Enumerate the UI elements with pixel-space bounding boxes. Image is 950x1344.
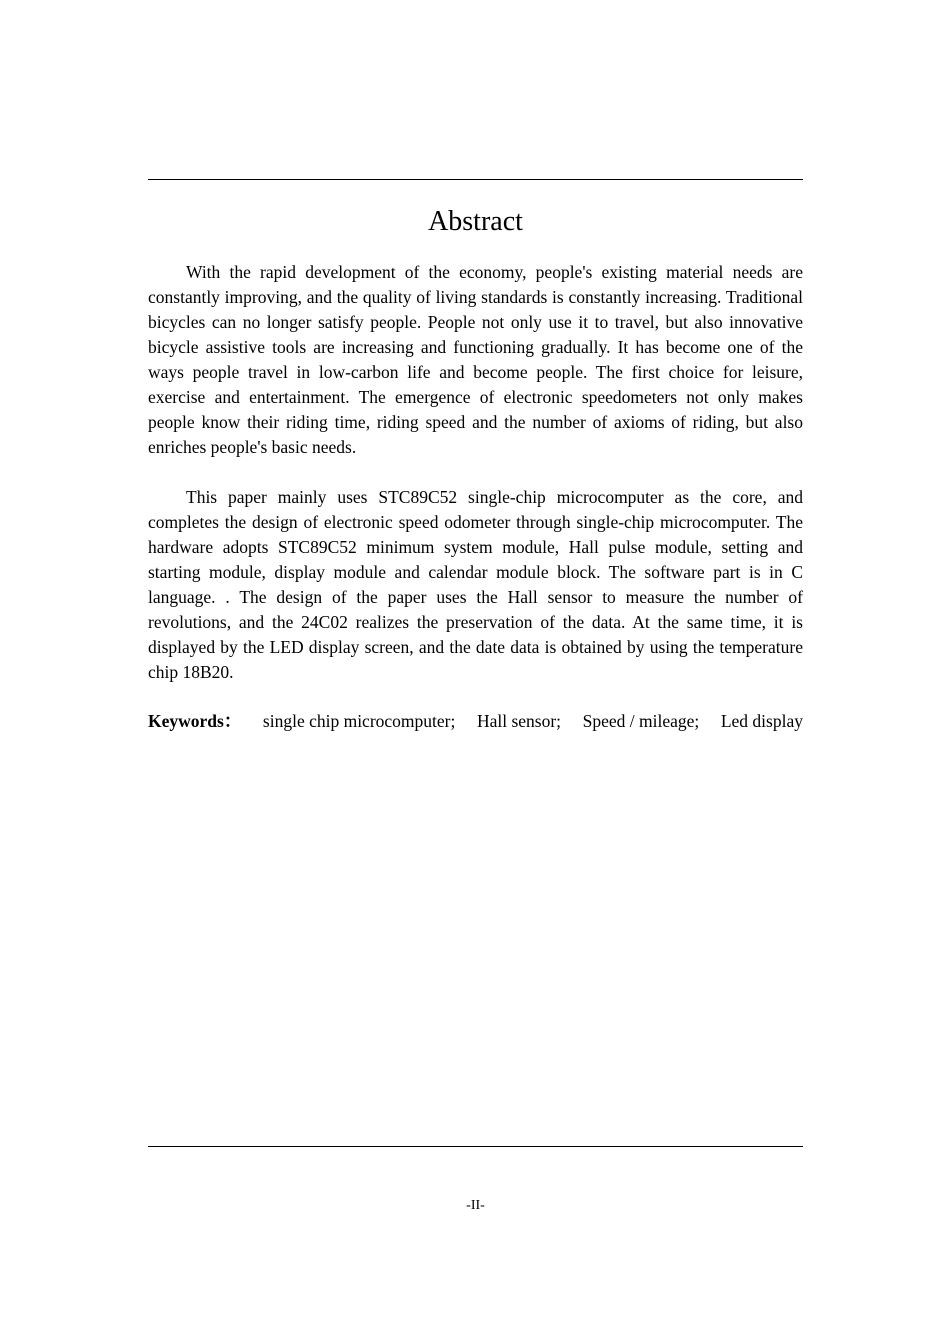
keywords-label: Keywords： <box>148 711 242 731</box>
abstract-paragraph-1: With the rapid development of the economy, people's existing material needs are constantly improving, and the quality of living standards is constantly increasing. Traditional bicycles can no longer satisfy people. People not only use it to travel, but also innovative bicycle assistive tools are increasing and functioning gradually. It has become one of the ways people travel in low-carbon life and become people. The first choice for leisure, exercise and entertainment. The emergence of electronic speedometers not only makes people know their riding time, riding speed and the number of axioms of riding, but also enriches people's basic needs. <box>148 262 803 457</box>
page-number: -II- <box>466 1198 485 1213</box>
page-title: Abstract <box>428 206 523 237</box>
keyword-item: Led display <box>720 711 803 731</box>
abstract-paragraph-2: This paper mainly uses STC89C52 single-chip microcomputer as the core, and completes the design of electronic speed odometer through single-chip microcomputer. The hardware adopts STC89C52 minimum system module, Hall pulse module, setting and starting module, display module and calendar module block. The software part is in C language. . The design of the paper uses the Hall sensor to measure the number of revolutions, and the 24C02 realizes the preservation of the data. At the same time, it is displayed by the LED display screen, and the date data is obtained by using the temperature chip 18B20. <box>148 487 803 682</box>
header-rule <box>148 179 803 180</box>
keyword-item: Speed / mileage; <box>582 711 700 731</box>
keyword-item: Hall sensor; <box>476 711 562 731</box>
keywords-line <box>148 709 803 734</box>
keyword-item: single chip microcomputer; <box>262 711 456 731</box>
footer-rule <box>148 1146 803 1147</box>
